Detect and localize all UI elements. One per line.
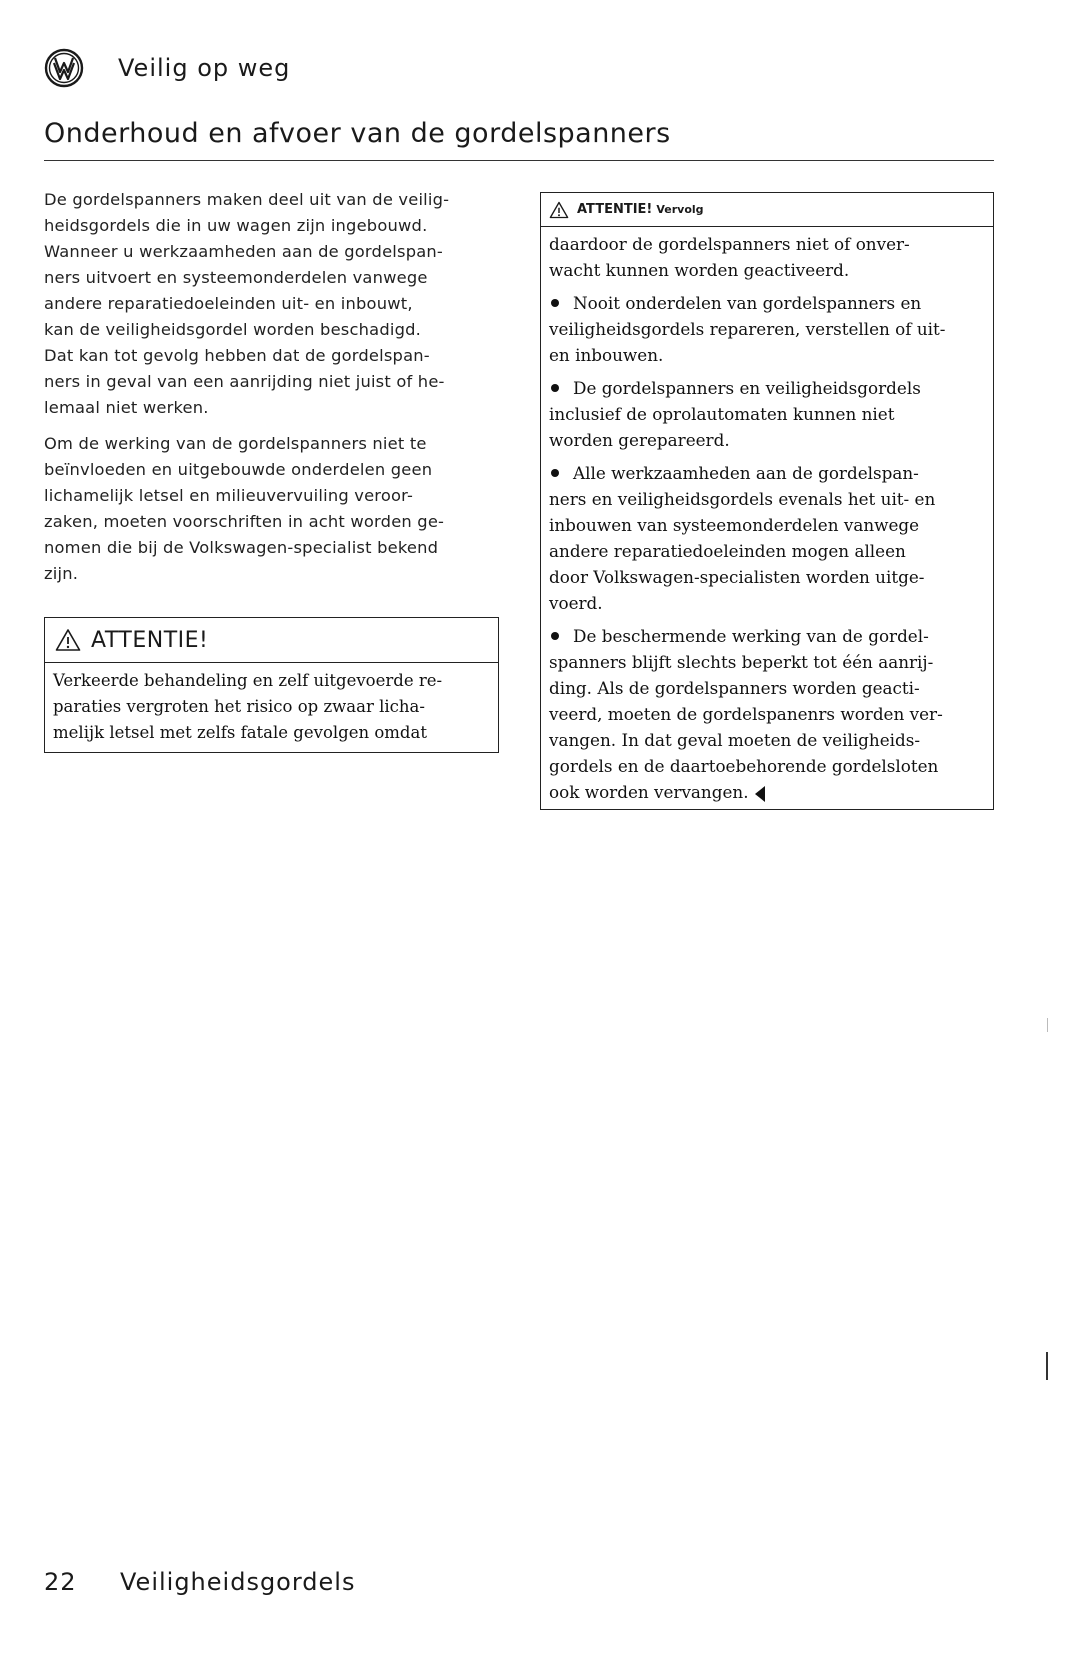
list-item-text: De gordelspanners en veiligheidsgordels inclusief de oprolautomaten kunnen niet worden gerepareerd.	[549, 378, 921, 450]
vw-logo-icon	[44, 48, 84, 88]
page-number: 22	[44, 1568, 77, 1596]
warning-continued-header	[541, 193, 993, 227]
list-item	[549, 375, 985, 453]
left-column	[44, 187, 504, 597]
scan-mark	[1047, 1018, 1048, 1032]
warning-continued-subtitle: Vervolg	[656, 203, 704, 216]
warning-box	[44, 617, 499, 753]
section-label: Veilig op weg	[118, 54, 291, 82]
end-of-section-icon	[755, 786, 765, 802]
warning-title: ATTENTIE!	[91, 627, 209, 653]
warning-continued-box	[540, 192, 994, 810]
warning-header	[45, 618, 498, 663]
warning-intro: daardoor de gordelspanners niet of onver- wacht kunnen worden geactiveerd.	[549, 234, 910, 280]
bullet-icon	[551, 299, 559, 307]
list-item	[549, 623, 985, 805]
warning-text: Verkeerde behandeling en zelf uitgevoerde re- paraties vergroten het risico op zwaar licha- melijk letsel met zelfs fatale gevolgen omdat	[53, 671, 443, 742]
warning-continued-body	[541, 227, 993, 809]
page-title: Onderhoud en afvoer van de gordelspanners	[44, 118, 671, 149]
bullet-icon	[551, 384, 559, 392]
warning-triangle-icon	[55, 628, 81, 652]
body-paragraph: De gordelspanners maken deel uit van de veilig- heidsgordels die in uw wagen zijn ingebouwd. Wanneer u werkzaamheden aan de gordelspan- ners uitvoert en systeemonderdelen vanwege andere reparatiedoeleinden uit- en inbouwt, kan de veiligheidsgordel worden beschadigd. Dat kan tot gevolg hebben dat de gordelspan- ners in geval van een aanrijding niet juist of he- lemaal niet werken.	[44, 190, 450, 417]
list-item-text: Alle werkzaamheden aan de gordelspan- ners en veiligheidsgordels evenals het uit- en inbouwen van systeemonderdelen vanwege andere reparatiedoeleinden mogen alleen door Volkswagen-specialisten worden uitge- voerd.	[549, 463, 936, 613]
chapter-title: Veiligheidsgordels	[120, 1568, 356, 1596]
list-item	[549, 460, 985, 616]
warning-triangle-icon	[549, 201, 569, 219]
bullet-icon	[551, 632, 559, 640]
page-header	[44, 48, 290, 88]
bullet-icon	[551, 469, 559, 477]
body-paragraph: Om de werking van de gordelspanners niet te beïnvloeden en uitgebouwde onderdelen geen lichamelijk letsel en milieuvervuiling veroor- zaken, moeten voorschriften in acht worden ge- nomen die bij de Volkswagen-specialist bekend zijn.	[44, 434, 445, 583]
page-footer	[44, 1568, 355, 1596]
scan-mark	[1046, 1352, 1048, 1380]
list-item-text: Nooit onderdelen van gordelspanners en veiligheidsgordels repareren, verstellen of uit- en inbouwen.	[549, 293, 946, 365]
list-item-text: De beschermende werking van de gordel- spanners blijft slechts beperkt tot één aanrij- ding. Als de gordelspanners worden geacti- veerd, moeten de gordelspanenrs worden ver- vangen. In dat geval moeten de veiligheids- gordels en de daartoebehorende gordelsloten ook worden vervangen.	[549, 626, 943, 802]
title-divider	[44, 160, 994, 161]
warning-continued-title: ATTENTIE!	[577, 202, 653, 217]
list-item	[549, 290, 985, 368]
